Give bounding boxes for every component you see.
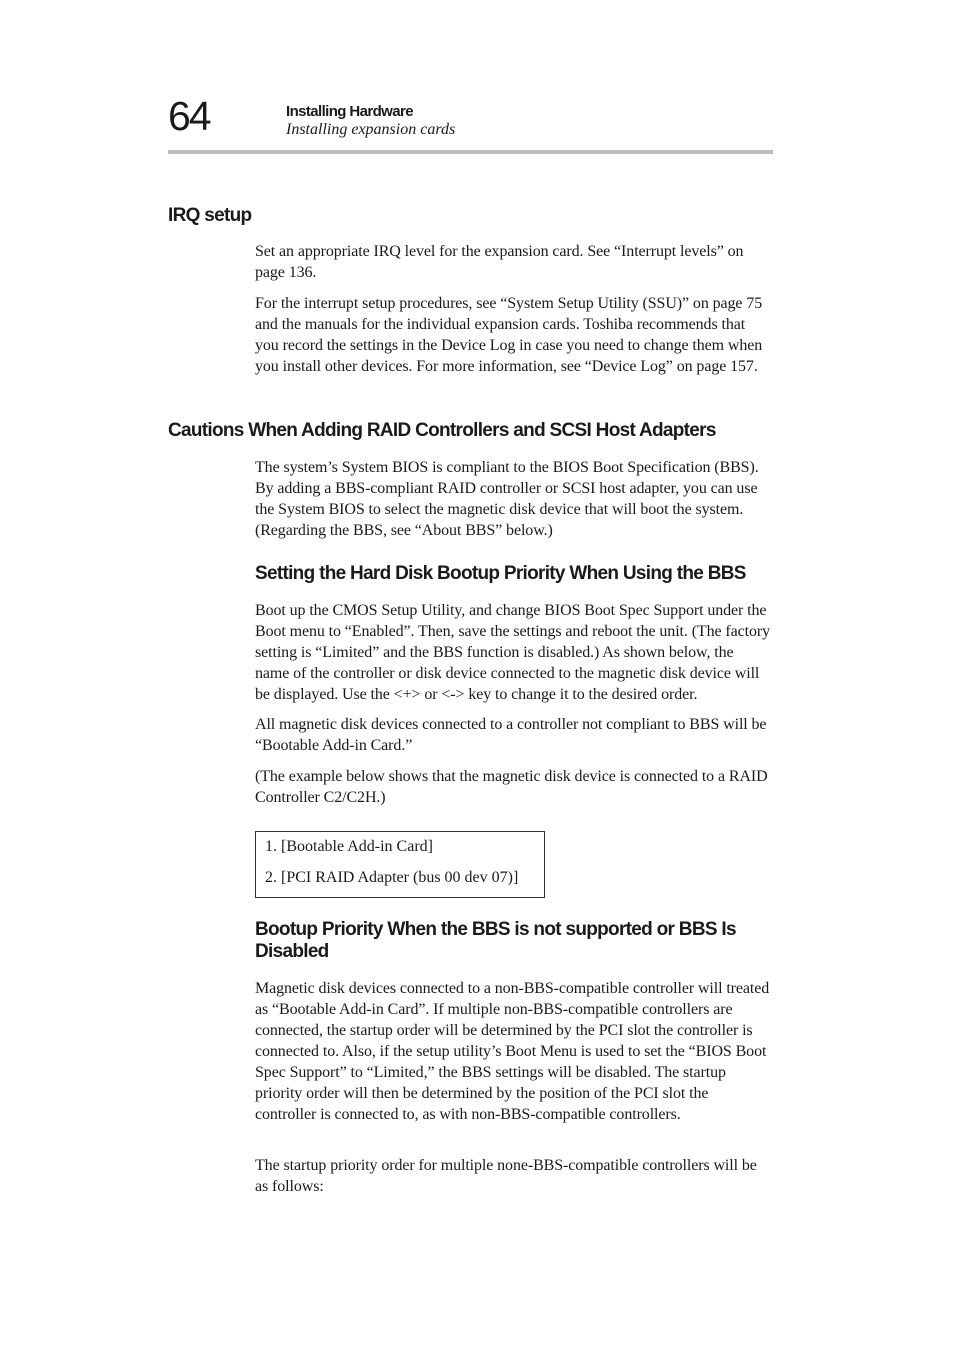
no-bbs-heading: Bootup Priority When the BBS is not supported or BBS Is Disabled: [255, 919, 736, 962]
no-bbs-paragraph-2: The startup priority order for multiple none-BBS-compatible controllers will be as follows:: [255, 1157, 757, 1195]
boot-order-item-2: 2. [PCI RAID Adapter (bus 00 dev 07)]: [265, 869, 519, 886]
cautions-heading: Cautions When Adding RAID Controllers and SCSI Host Adapters: [168, 420, 716, 441]
header-chapter-title: Installing Hardware: [286, 103, 413, 120]
page-number: 64: [168, 93, 210, 139]
bbs-priority-paragraph-3: (The example below shows that the magnetic disk device is connected to a RAID Controller C2/C2H.): [255, 768, 768, 806]
bbs-priority-paragraph-2: All magnetic disk devices connected to a controller not compliant to BBS will be “Bootable Add-in Card.”: [255, 716, 767, 754]
irq-setup-heading: IRQ setup: [168, 205, 252, 226]
header-rule: [168, 150, 773, 154]
header-section-title: Installing expansion cards: [286, 121, 456, 138]
bbs-priority-heading: Setting the Hard Disk Bootup Priority When Using the BBS: [255, 563, 746, 584]
boot-order-item-1: 1. [Bootable Add-in Card]: [265, 838, 433, 855]
irq-paragraph-2: For the interrupt setup procedures, see “System Setup Utility (SSU)” on page 75 and the manuals for the individual expansion cards. Toshiba recommends that you record the settings in the Device Log in case you need to change them when you install other devices. For more information, see “Device Log” on page 157.: [255, 295, 763, 375]
no-bbs-paragraph-1: Magnetic disk devices connected to a non-BBS-compatible controller will treated as “Bootable Add-in Card”. If multiple non-BBS-compatible controllers are connected, the startup order will be determined by the PCI slot the controller is connected to. Also, if the setup utility’s Boot Menu is used to set the “BIOS Boot Spec Support” to “Limited,” the BBS settings will be disabled. The startup priority order will then be determined by the position of the PCI slot the controller is connected to, as with non-BBS-compatible controllers.: [255, 980, 770, 1123]
boot-order-example-box: [255, 831, 545, 898]
irq-paragraph-1: Set an appropriate IRQ level for the expansion card. See “Interrupt levels” on page 136.: [255, 243, 744, 281]
bbs-priority-paragraph-1: Boot up the CMOS Setup Utility, and change BIOS Boot Spec Support under the Boot menu to “Enabled”. Then, save the settings and reboot the unit. (The factory setting is “Limited” and the BBS function is disabled.) As shown below, the name of the controller or disk device connected to the magnetic disk device will be displayed. Use the <+> or <-> key to change it to the desired order.: [255, 602, 771, 703]
cautions-paragraph: The system’s System BIOS is compliant to the BIOS Boot Specification (BBS). By adding a BBS-compliant RAID controller or SCSI host adapter, you can use the System BIOS to select the magnetic disk device that will boot the system. (Regarding the BBS, see “About BBS” below.): [255, 459, 759, 539]
